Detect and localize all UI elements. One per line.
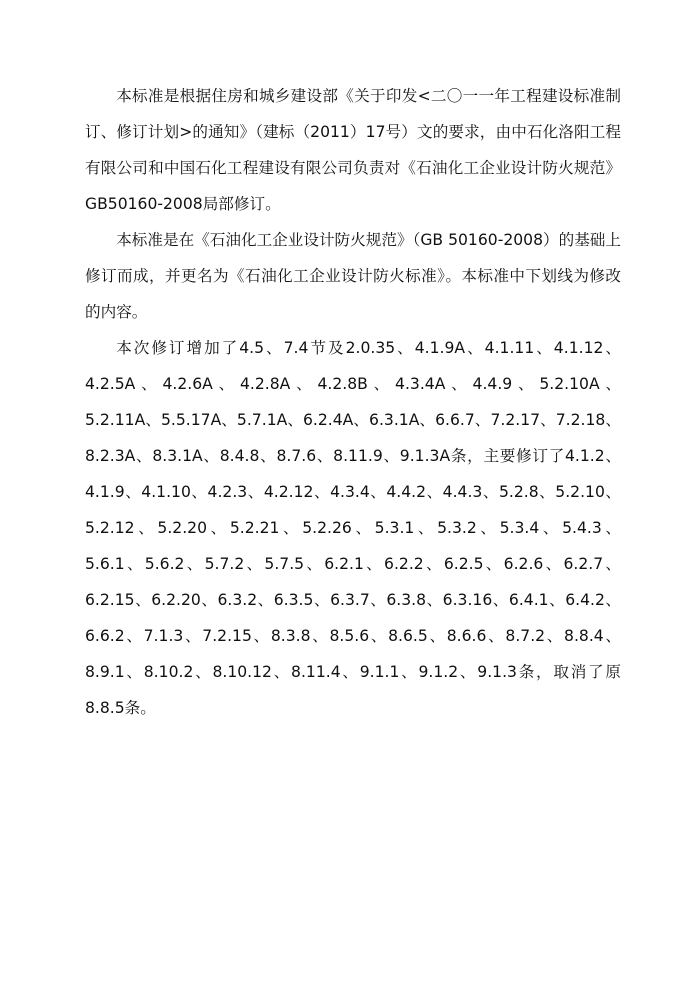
document-body bbox=[85, 78, 621, 726]
paragraph-renaming: 本标准是在《石油化工企业设计防火规范》（GB 50160-2008）的基础上修订而成，并更名为《石油化工企业设计防火标准》。本标准中下划线为修改的内容。 bbox=[85, 231, 621, 321]
paragraph-revision-basis: 本标准是根据住房和城乡建设部《关于印发<二〇一一年工程建设标准制订、修订计划>的通知》（建标（2011）17号）文的要求，由中石化洛阳工程有限公司和中国石化工程建设有限公司负责对《石油化工企业设计防火规范》GB50160-2008局部修订。 bbox=[85, 87, 621, 213]
paragraph-revision-scope: 本次修订增加了4.5、7.4节及2.0.35、4.1.9A、4.1.11、4.1.12、4.2.5A、4.2.6A、4.2.8A、4.2.8B、4.3.4A、4.4.9、5.2.10A、5.2.11A、5.5.17A、5.7.1A、6.2.4A、6.3.1A、6.6.7、7.2.17、7.2.18、8.2.3A、8.3.1A、8.4.8、8.7.6、8.11.9、9.1.3A条，主要修订了4.1.2、4.1.9、4.1.10、4.2.3、4.2.12、4.3.4、4.4.2、4.4.3、5.2.8、5.2.10、5.2.12、5.2.20、5.2.21、5.2.26、5.3.1、5.3.2、5.3.4、5.4.3、5.6.1、5.6.2、5.7.2、5.7.5、6.2.1、6.2.2、6.2.5、6.2.6、6.2.7、6.2.15、6.2.20、6.3.2、6.3.5、6.3.7、6.3.8、6.3.16、6.4.1、6.4.2、6.6.2、7.1.3、7.2.15、8.3.8、8.5.6、8.6.5、8.6.6、8.7.2、8.8.4、8.9.1、8.10.2、8.10.12、8.11.4、9.1.1、9.1.2、9.1.3条，取消了原8.8.5条。 bbox=[85, 339, 621, 717]
